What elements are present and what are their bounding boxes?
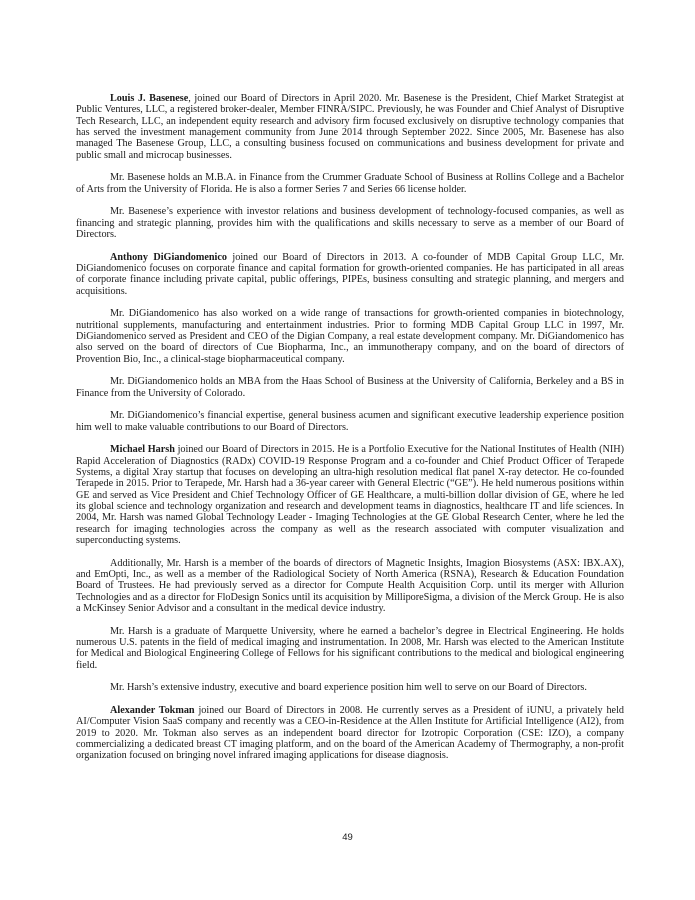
paragraph-text: Mr. DiGiandomenico’s financial expertise, general business acumen and significant executive leadership experience position him well to make valuable contributions to our Board of Directors. (76, 410, 624, 433)
paragraph-text: Mr. Basenese holds an M.B.A. in Finance from the Crummer Graduate School of Business at Rollins College and a Bachelor of Arts from the University of Florida. He is also a former Series 7 and Series 66 license holder. (76, 172, 624, 195)
page-number: 49 (342, 832, 353, 843)
director-name: Michael Harsh (110, 444, 175, 456)
paragraph-harsh-education (76, 626, 624, 671)
director-name: Louis J. Basenese (110, 93, 189, 104)
paragraph-tokman-bio (76, 705, 624, 762)
paragraph-text: joined our Board of Directors in 2015. He is a Portfolio Executive for the National Institutes of Health (NIH) Rapid Acceleration of Diagnostics (RADx) COVID-19 Response Program and a co-founder and Chief Product Officer of Terapede Systems, a digital Xray startup that focuses on developing an ultra-high resolution medical flat panel X-ray detector. He co-founded Terapede in 2015. Prior to Terapede, Mr. Harsh had a 36-year career with General Electric (“GE”). He held numerous positions within GE and served as Vice President and Chief Technology Officer of GE Healthcare, a multi-billion dollar division of GE, where he led its global science and technology organization and research and development teams in diagnostics, healthcare IT and life sciences. In 2004, Mr. Harsh was named Global Technology Leader - Imaging Technologies at the GE Global Research Center, where he led the research for imaging technologies across the company as well as the research associated with computer visualization and superconducting systems. (76, 444, 624, 547)
paragraph-text: Mr. Harsh is a graduate of Marquette University, where he earned a bachelor’s degree in Electrical Engineering. He holds numerous U.S. patents in the field of medical imaging and instrumentation. In 2008, Mr. Harsh was elected to the American Institute for Medical and Biological Engineering College of Fellows for his significant contributions to the medical and biological engineering field. (76, 625, 624, 671)
paragraph-digiandomenico-education (76, 376, 624, 399)
paragraph-text: Mr. Harsh’s extensive industry, executive and board experience position him well to serve on our Board of Directors. (110, 682, 587, 694)
paragraph-harsh-boards (76, 558, 624, 615)
director-name: Anthony DiGiandomenico (110, 251, 227, 263)
paragraph-text: joined our Board of Directors in 2013. A co-founder of MDB Capital Group LLC, Mr. DiGiandomenico focuses on corporate finance and capital formation for growth-oriented companies. He has participated in all areas of corporate finance including private capital, public offerings, PIPEs, business consulting and strategic planning, and mergers and acquisitions. (76, 251, 624, 297)
paragraph-text: , joined our Board of Directors in April 2020. Mr. Basenese is the President, Chief Market Strategist at Public Ventures, LLC, a registered broker-dealer, Member FINRA/SIPC. Previously, he was Founder and Chief Analyst of Disruptive Tech Research, LLC, an independent equity research and advisory firm focused exclusively on disruptive technology companies that has served the investment management community from June 2014 through September 2022. Since 2005, Mr. Basenese has also managed The Basenese Group, LLC, a consulting business focused on communications and business development for private and public small and microcap businesses. (76, 93, 625, 161)
paragraph-text: Additionally, Mr. Harsh is a member of the boards of directors of Magnetic Insights, Imagion Biosystems (ASX: IBX.AX), and EmOpti, Inc., as well as a member of the Radiological Society of North America (RSNA), Research & Education Foundation Board of Trustees. He had previously served as a director for Compute Health Acquisition Corp. until its merger with Allurion Technologies and as a director for FloDesign Sonics until its acquisition by MilliporeSigma, a division of the Merck Group. He is also a McKinsey Senior Advisor and a consultant in the medical device industry. (76, 557, 624, 615)
paragraph-text: Mr. Basenese’s experience with investor relations and business development of technology-focused companies, as well as financing and strategic planning, provides him with the qualifications and skills necessary to serve as a member of our Board of Directors. (76, 206, 624, 241)
paragraph-text: joined our Board of Directors in 2008. He currently serves as a President of iUNU, a privately held AI/Computer Vision SaaS company and recently was a CEO-in-Residence at the Allen Institute for Artificial Intelligence (AI2), from 2019 to 2020. Mr. Tokman also serves as an independent board director for Izotropic Corporation (CSE: IZO), a company commercializing a dedicated breast CT imaging platform, and on the board of the American Academy of Thermography, a non-profit organization focused on bringing novel infrared imaging applications for disease diagnosis. (76, 705, 624, 762)
paragraph-digiandomenico-qualifications (76, 410, 624, 433)
paragraph-harsh-bio (76, 444, 624, 546)
paragraph-harsh-qualifications (76, 682, 624, 693)
paragraph-basenese-bio (76, 93, 624, 161)
director-name: Alexander Tokman (110, 705, 195, 717)
paragraph-basenese-education (76, 172, 624, 195)
paragraph-text: Mr. DiGiandomenico holds an MBA from the Haas School of Business at the University of California, Berkeley and a BS in Finance from the University of Colorado. (76, 376, 624, 399)
document-body (76, 93, 624, 773)
paragraph-basenese-qualifications (76, 206, 624, 240)
paragraph-digiandomenico-experience (76, 308, 624, 365)
paragraph-text: Mr. DiGiandomenico has also worked on a wide range of transactions for growth-oriented companies in biotechnology, nutritional supplements, manufacturing and entertainment industries. Prior to forming MDB Capital Group LLC in 1997, Mr. DiGiandomenico served as President and CEO of the Digian Company, a real estate development company. Mr. DiGiandomenico has also served on the board of directors of Cue Biopharma, Inc., an immunotherapy company, and on the board of directors of Provention Bio, Inc., a clinical-stage biopharmaceutical company. (76, 308, 624, 365)
paragraph-digiandomenico-bio (76, 252, 624, 297)
